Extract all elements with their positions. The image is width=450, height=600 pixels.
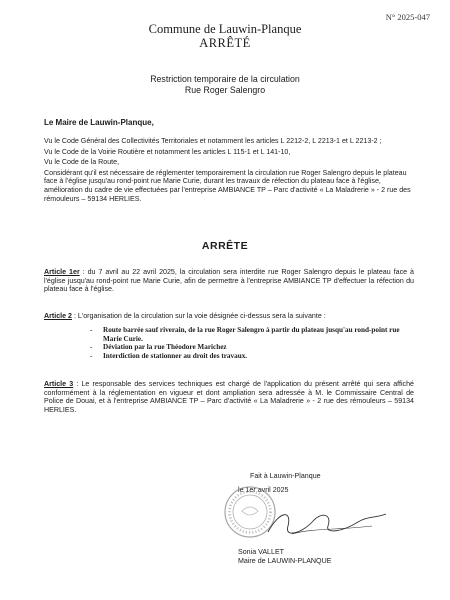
article-1 <box>44 268 414 294</box>
whereas-clause: Vu le Code de la Voirie Routière et notamment les articles L 115-1 et L 141-10, <box>44 147 291 156</box>
article-2-label: Article 2 <box>44 312 72 320</box>
whereas-clause: Vu le Code de la Route, <box>44 158 120 167</box>
list-item: - Déviation par la rue Théodore Marichez <box>88 343 418 352</box>
arrete-heading: ARRÊTE <box>201 240 249 252</box>
article-3-label: Article 3 <box>44 380 74 388</box>
subject-line-2: Rue Roger Salengro <box>184 85 266 95</box>
authority-heading: Le Maire de Lauwin-Planque, <box>44 118 154 127</box>
article-1-label: Article 1er <box>44 268 80 276</box>
signatory-title: Maire de LAUWIN-PLANQUE <box>238 557 332 565</box>
article-1-text: : du 7 avril au 22 avril 2025, la circulation sera interdite rue Roger Salengro depuis le plateau face à l'église jusqu'au rond-point rue Marie Curie, afin de permettre à l'entreprise AMBIANCE TP d'effectuer la réfection du plateau face à l'église. <box>44 268 414 294</box>
list-item: - Interdiction de stationner au droit des travaux. <box>88 352 418 361</box>
whereas-clause: Vu le Code Général des Collectivités Territoriales et notamment les articles L 2212-2, L 2213-1 et L 2213-2 ; <box>44 137 382 145</box>
signature-date: le 1er avril 2025 <box>238 486 289 494</box>
article-2 <box>44 312 414 321</box>
whereas-clause: Considérant qu'il est nécessaire de réglementer temporairement la circulation rue Roger Salengro depuis le plateau face à l'église jusqu'au rond-point rue Marie Curie, durant les travaux de réfection du plateau face à l'église, amélioration du cadre de vie effectuées par l'entreprise AMBIANCE TP – Parc d'activité « La Maladrerie » - 2 rue des rémouleurs – 59134 HERLIES. <box>44 168 411 203</box>
commune-name: Commune de Lauwin-Planque <box>148 22 302 36</box>
subject-line-1: Restriction temporaire de la circulation <box>150 74 300 84</box>
reference-number: N° 2025-047 <box>385 12 430 22</box>
document-title: ARRÊTÉ <box>199 36 251 50</box>
article-3 <box>44 380 414 414</box>
whereas-clauses <box>44 137 414 205</box>
signature-place: Fait à Lauwin-Planque <box>250 472 321 480</box>
signatory-name: Sonia VALLET <box>238 548 285 556</box>
article-2-text: : L'organisation de la circulation sur la voie désignée ci-dessus sera la suivante : <box>72 312 326 320</box>
document-header <box>0 22 450 50</box>
article-3-text: : Le responsable des services techniques est chargé de l'application du présent arrêté qui sera affiché conformément à la réglementation en vigueur et dont ampliation sera adressée à M. le Commissaire Central de Police de Douai, et à l'entreprise AMBIANCE TP – Parc d'activité « La Maladrerie » - 2 rue des rémouleurs – 59134 HERLIES. <box>44 380 414 414</box>
handwritten-signature <box>262 504 392 544</box>
subject-block <box>0 74 450 96</box>
list-item: - Route barrée sauf riverain, de la rue Roger Salengro à partir du plateau jusqu'au rond-point rue Marie Curie. <box>88 326 418 343</box>
traffic-measures-list <box>88 326 418 360</box>
